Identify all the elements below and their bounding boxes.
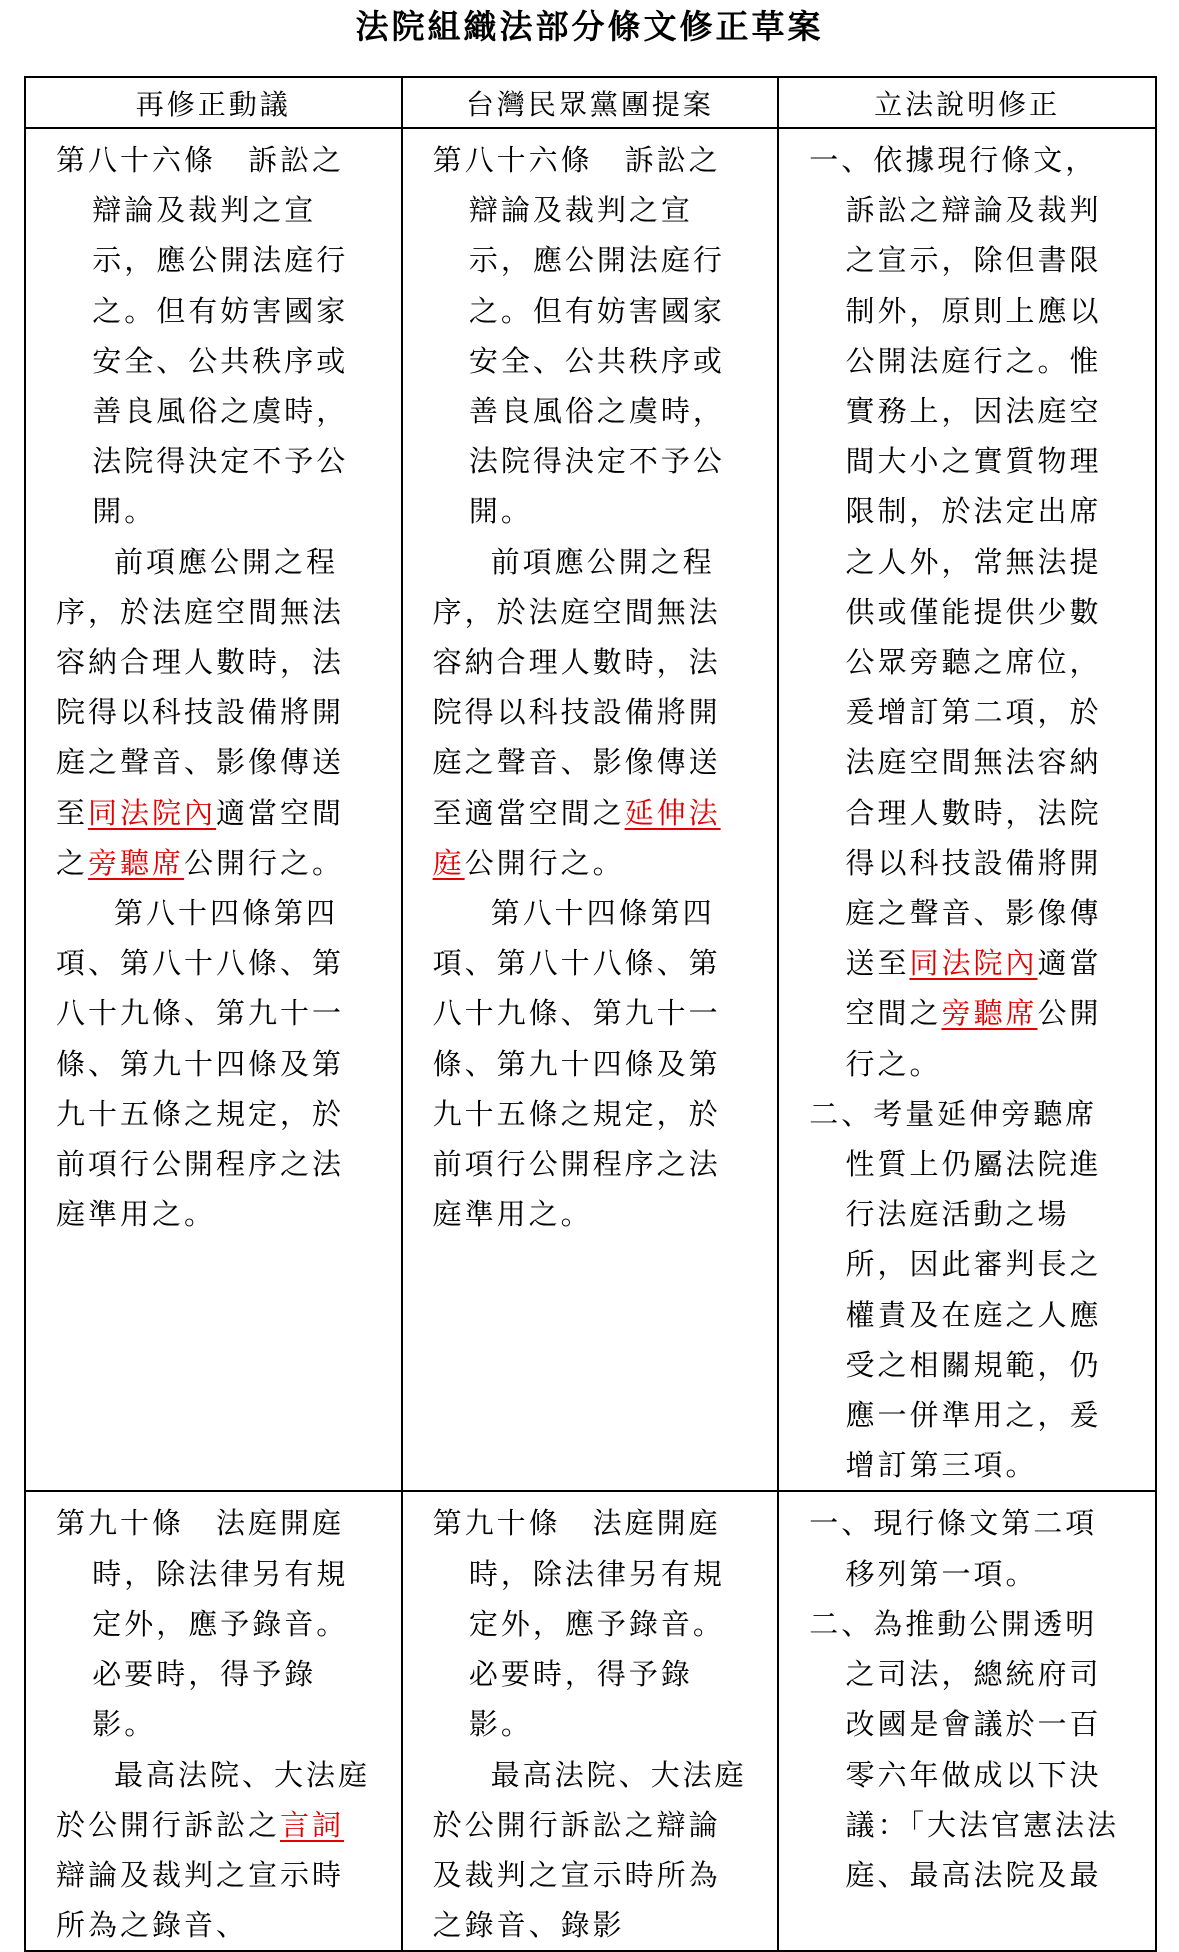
header-row bbox=[25, 77, 1156, 128]
paragraph-3: 第八十四條第四項、第八十八條、第八十九條、第九十一條、第九十四條及第九十五條之規定，於前項行公開程序之法庭準用之。 bbox=[56, 896, 345, 1232]
header-revised-motion: 再修正動議 bbox=[25, 77, 402, 128]
cell-explanation-86 bbox=[778, 128, 1156, 1491]
paragraph-2: 最高法院、大法庭於公開行訴訟之辯論及裁判之宣示時所為之錄音、錄影 bbox=[432, 1757, 747, 1943]
table-row-article-86 bbox=[25, 128, 1156, 1491]
amendment-table bbox=[24, 76, 1157, 1952]
explanation-item-2: 二、考量延伸旁聽席性質上仍屬法院進行法庭活動之場所，因此審判長之權責及在庭之人應受之相關規範，仍應一併準用之，爰增訂第三項。 bbox=[809, 1096, 1102, 1483]
cell-tpp-90 bbox=[402, 1491, 779, 1951]
article-text: 第九十條 法庭開庭時，除法律另有規定外，應予錄音。必要時，得予錄影。 bbox=[432, 1506, 725, 1742]
article-text: 第八十六條 訴訟之辯論及裁判之宣示，應公開法庭行之。但有妨害國家安全、公共秩序或善良風俗之虞時，法院得決定不予公開。 bbox=[56, 143, 349, 529]
header-explanation: 立法說明修正 bbox=[778, 77, 1156, 128]
paragraph-2: 前項應公開之程序，於法庭空間無法容納合理人數時，法院得以科技設備將開庭之聲音、影像傳送至適當空間之延伸法庭公開行之。 bbox=[432, 544, 721, 880]
cell-revised-90 bbox=[25, 1491, 402, 1951]
revised-text: 言詞 bbox=[280, 1807, 345, 1842]
paragraph-3: 第八十四條第四項、第八十八條、第八十九條、第九十一條、第九十四條及第九十五條之規定，於前項行公開程序之法庭準用之。 bbox=[432, 896, 721, 1232]
article-text: 第八十六條 訴訟之辯論及裁判之宣示，應公開法庭行之。但有妨害國家安全、公共秩序或善良風俗之虞時，法院得決定不予公開。 bbox=[432, 143, 725, 529]
table-row-article-90 bbox=[25, 1491, 1156, 1951]
revised-text: 同法院內 bbox=[909, 946, 1038, 981]
revised-text: 延伸法庭 bbox=[432, 795, 721, 880]
cell-tpp-86 bbox=[402, 128, 779, 1491]
revised-text: 同法院內 bbox=[88, 795, 217, 830]
revised-text: 旁聽席 bbox=[941, 996, 1038, 1031]
explanation-item-1: 一、依據現行條文，訴訟之辯論及裁判之宣示，除但書限制外，原則上應以公開法庭行之。惟實務上，因法庭空間大小之實質物理限制，於法定出席之人外，常無法提供或僅能提供少數公眾旁聽之席位，爰增訂第二項，於法庭空間無法容納合理人數時，法院得以科技設備將開庭之聲音、影像傳送至同法院內適當空間之旁聽席公開行之。 bbox=[809, 143, 1102, 1081]
explanation-item-1: 一、現行條文第二項移列第一項。 bbox=[809, 1506, 1098, 1591]
article-text: 第九十條 法庭開庭時，除法律另有規定外，應予錄音。必要時，得予錄影。 bbox=[56, 1506, 349, 1742]
cell-revised-86 bbox=[25, 128, 402, 1491]
paragraph-2: 最高法院、大法庭於公開行訴訟之言詞辯論及裁判之宣示時所為之錄音、 bbox=[56, 1757, 371, 1943]
document-title: 法院組織法部分條文修正草案 bbox=[355, 7, 824, 46]
explanation-item-2: 二、為推動公開透明之司法，總統府司改國是會議於一百零六年做成以下決議：「大法官憲法法庭、最高法院及最 bbox=[809, 1606, 1119, 1892]
header-tpp-proposal: 台灣民眾黨團提案 bbox=[402, 77, 779, 128]
paragraph-2: 前項應公開之程序，於法庭空間無法容納合理人數時，法院得以科技設備將開庭之聲音、影像傳送至同法院內適當空間之旁聽席公開行之。 bbox=[56, 544, 345, 880]
cell-explanation-90 bbox=[778, 1491, 1156, 1951]
revised-text: 旁聽席 bbox=[88, 845, 185, 880]
